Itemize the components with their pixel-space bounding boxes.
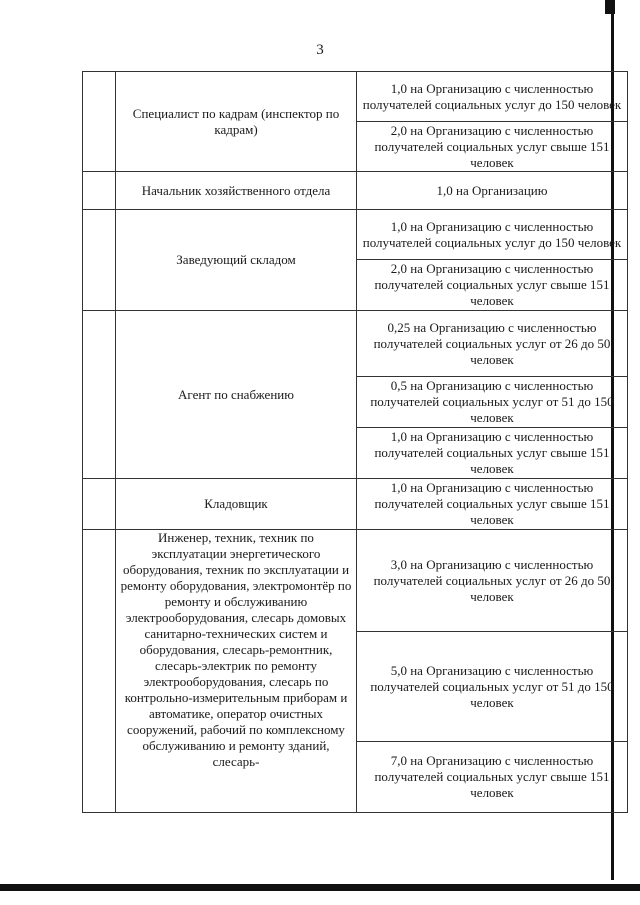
row-number-cell	[83, 530, 116, 813]
page-number: 3	[316, 42, 324, 58]
row-number-cell	[83, 72, 116, 172]
position-cell: Инженер, техник, техник по эксплуатации энергетического оборудования, техник по эксплуатации и ремонту оборудования, электромонтёр по ремонту и обслуживанию электрооборудования, слесарь домовых санитарно-технических систем и оборудования, слесарь-ремонтник, слесарь-электрик по ремонту электрооборудования, слесарь по контрольно-измерительным приборам и автоматике, оператор очистных сооружений, рабочий по комплексному обслуживанию и ремонту зданий, слесарь-	[116, 530, 357, 813]
norm-cell: 7,0 на Организацию с численностью получателей социальных услуг свыше 151 человек	[357, 742, 628, 813]
norm-cell: 0,25 на Организацию с численностью получателей социальных услуг от 26 до 50 человек	[357, 311, 628, 377]
norm-cell: 1,0 на Организацию с численностью получателей социальных услуг до 150 человек	[357, 72, 628, 122]
table-row	[83, 210, 628, 260]
table-row	[83, 479, 628, 530]
position-cell: Заведующий складом	[116, 210, 357, 311]
norm-cell: 5,0 на Организацию с численностью получателей социальных услуг от 51 до 150 человек	[357, 632, 628, 742]
norm-cell: 2,0 на Организацию с численностью получателей социальных услуг свыше 151 человек	[357, 122, 628, 172]
scan-edge-bottom	[0, 884, 640, 891]
position-cell: Агент по снабжению	[116, 311, 357, 479]
norm-cell: 1,0 на Организацию	[357, 172, 628, 210]
row-number-cell	[83, 172, 116, 210]
table-row	[83, 72, 628, 122]
norm-cell: 0,5 на Организацию с численностью получателей социальных услуг от 51 до 150 человек	[357, 377, 628, 428]
norm-cell: 1,0 на Организацию с численностью получателей социальных услуг свыше 151 человек	[357, 479, 628, 530]
staffing-table	[82, 71, 628, 813]
table-row	[83, 530, 628, 632]
table-row	[83, 311, 628, 377]
norm-cell: 2,0 на Организацию с численностью получателей социальных услуг свыше 151 человек	[357, 260, 628, 311]
position-cell: Кладовщик	[116, 479, 357, 530]
row-number-cell	[83, 311, 116, 479]
norm-cell: 1,0 на Организацию с численностью получателей социальных услуг свыше 151 человек	[357, 428, 628, 479]
table-row	[83, 172, 628, 210]
position-cell: Специалист по кадрам (инспектор по кадрам)	[116, 72, 357, 172]
norm-cell: 3,0 на Организацию с численностью получателей социальных услуг от 26 до 50 человек	[357, 530, 628, 632]
norm-cell: 1,0 на Организацию с численностью получателей социальных услуг до 150 человек	[357, 210, 628, 260]
position-cell: Начальник хозяйственного отдела	[116, 172, 357, 210]
row-number-cell	[83, 479, 116, 530]
row-number-cell	[83, 210, 116, 311]
